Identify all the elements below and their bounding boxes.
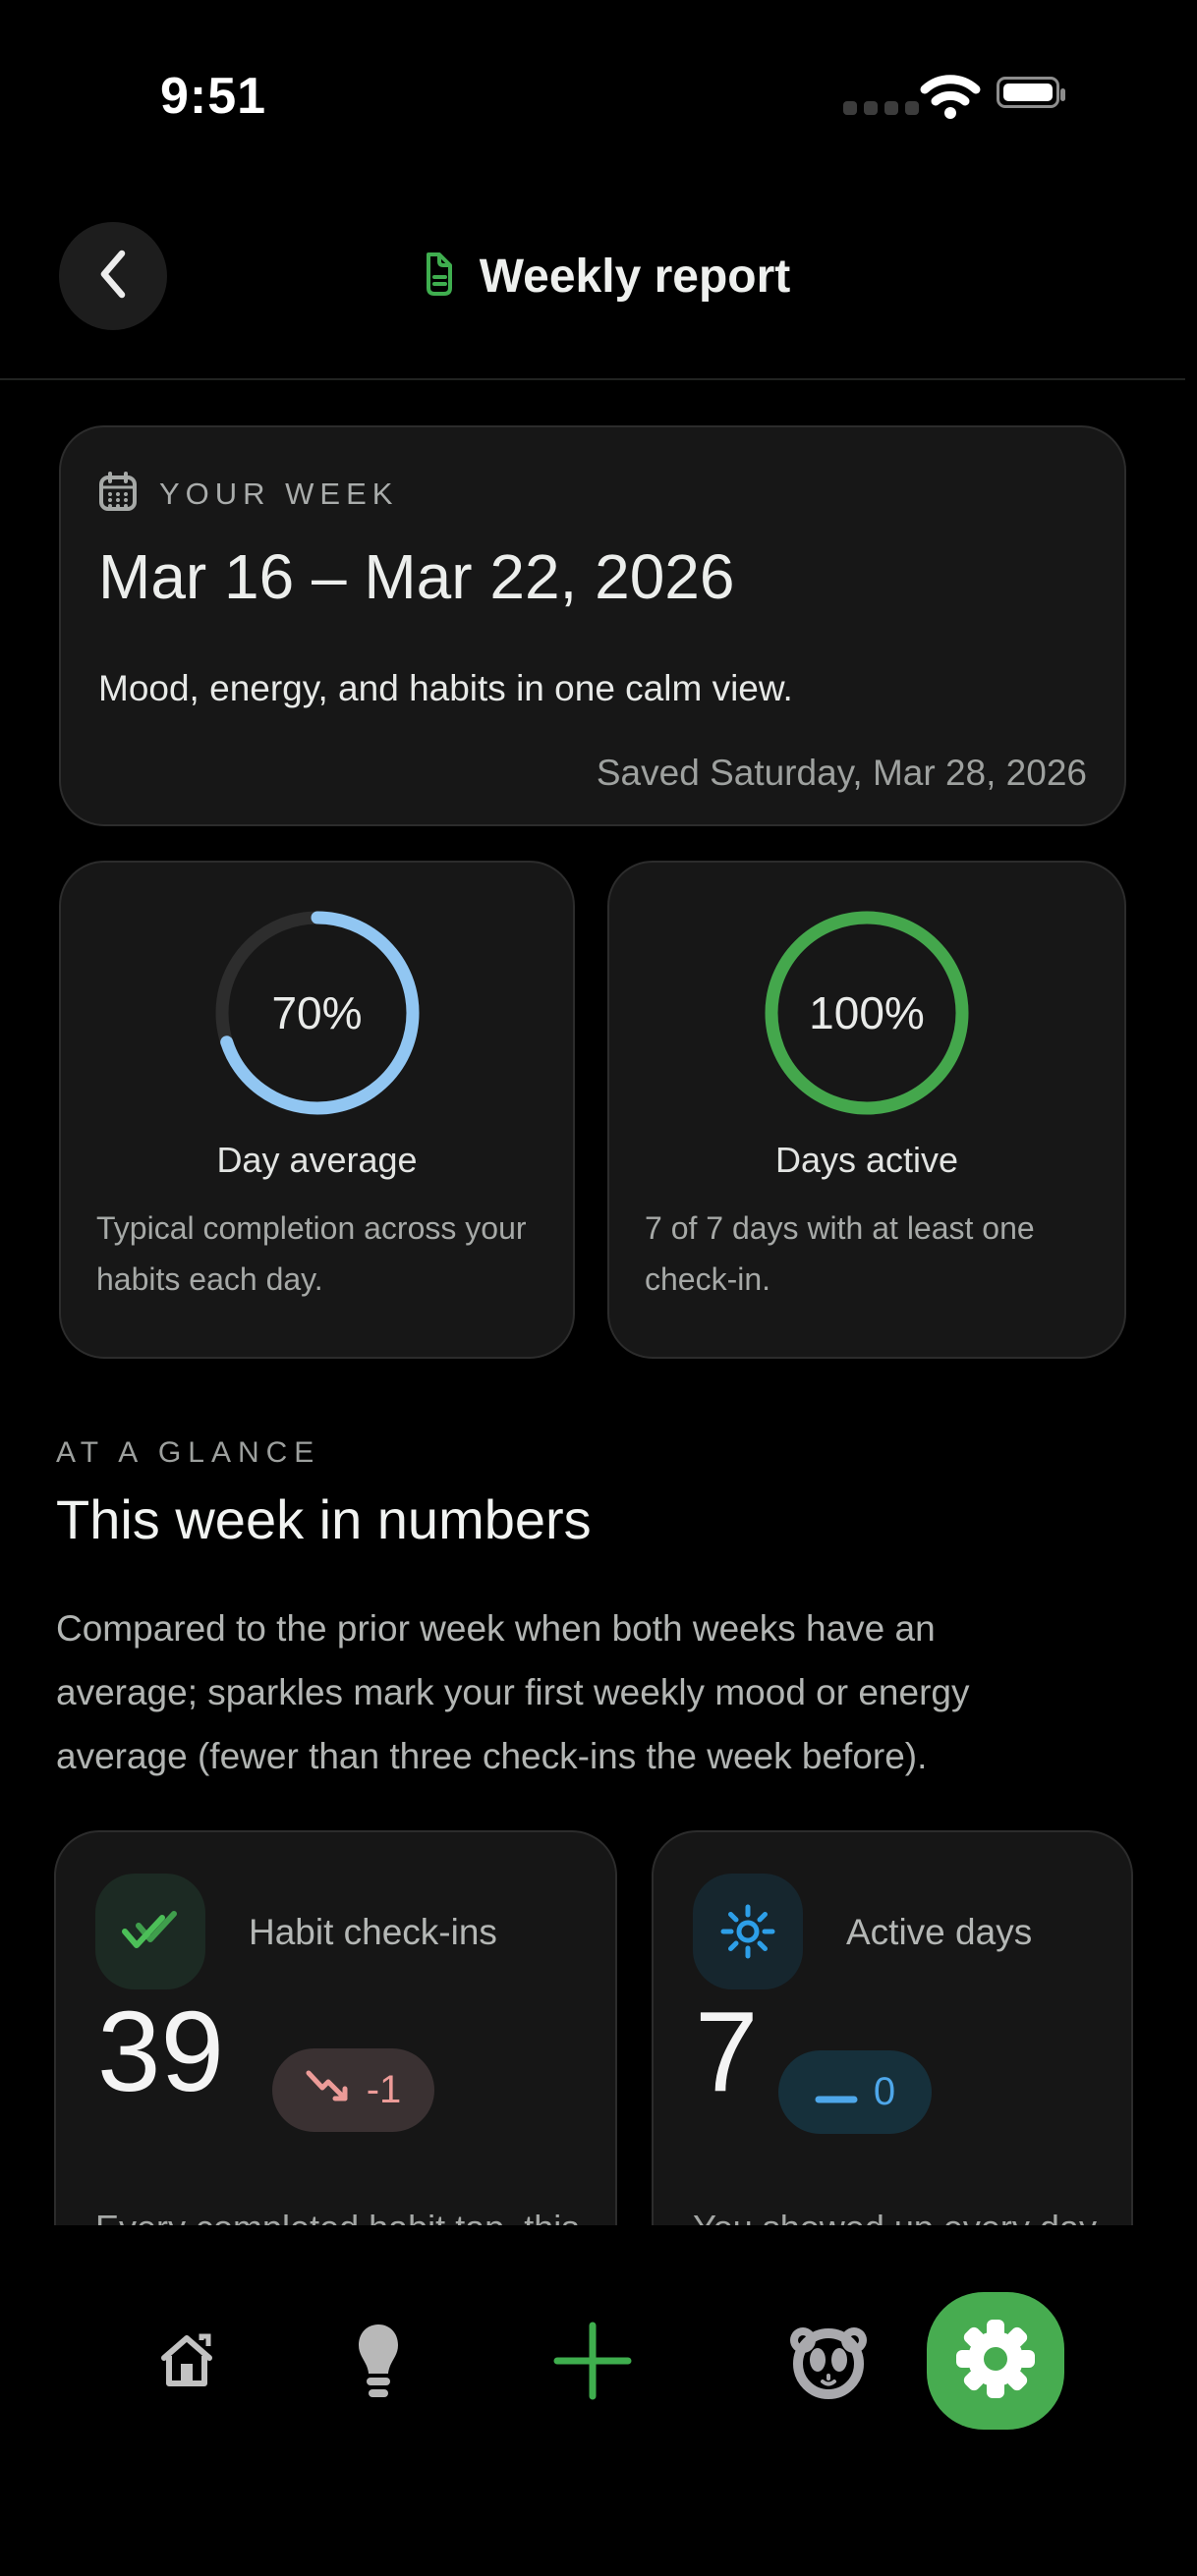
delta-badge	[272, 2048, 434, 2132]
trending-down-icon	[306, 2068, 351, 2113]
bottom-nav	[0, 2225, 1185, 2576]
day-average-caption: Typical completion across your habits each day.	[96, 1210, 527, 1297]
glance-section	[56, 1436, 1129, 1788]
header-divider	[0, 378, 1185, 380]
wifi-icon	[920, 71, 981, 125]
nav-add-button[interactable]	[551, 2322, 634, 2404]
days-active-card[interactable]	[607, 861, 1126, 1359]
glance-title: This week in numbers	[56, 1488, 592, 1550]
saved-date: Saved Saturday, Mar 28, 2026	[596, 753, 1087, 793]
week-description: Mood, energy, and habits in one calm view.	[98, 668, 793, 708]
document-icon	[419, 250, 458, 304]
stat-label: Active days	[846, 1912, 1033, 1952]
day-average-label: Day average	[216, 1140, 418, 1180]
nav-home-button[interactable]	[152, 2328, 221, 2397]
nav-insights-button[interactable]	[350, 2323, 407, 2403]
day-average-ring	[214, 910, 421, 1116]
panda-icon	[787, 2324, 870, 2404]
date-range: Mar 16 – Mar 22, 2026	[98, 541, 735, 612]
delta-value: -1	[366, 2068, 402, 2111]
day-average-card[interactable]	[59, 861, 575, 1359]
days-active-caption: 7 of 7 days with at least one check-in.	[645, 1210, 1035, 1297]
nav-settings-button[interactable]	[927, 2292, 1064, 2430]
glance-description: Compared to the prior week when both weeks have an average; sparkles mark your first weekly mood or energy average (fewer than three check-ins the week before).	[56, 1608, 970, 1776]
calendar-icon	[98, 471, 138, 517]
glance-kicker: AT A GLANCE	[56, 1436, 321, 1469]
battery-icon	[997, 77, 1059, 108]
delta-value: 0	[873, 2070, 896, 2113]
stat-value: 7	[695, 1988, 759, 2115]
plus-icon	[551, 2320, 634, 2407]
page-title: Weekly report	[479, 250, 791, 303]
stat-label: Habit check-ins	[249, 1912, 497, 1952]
delta-badge	[778, 2050, 932, 2134]
your-week-card[interactable]	[59, 425, 1126, 826]
days-active-ring	[764, 910, 970, 1116]
days-active-label: Days active	[774, 1140, 959, 1180]
double-check-icon	[95, 1874, 205, 1989]
gear-icon	[954, 2318, 1037, 2405]
lightbulb-icon	[350, 2321, 407, 2406]
stats-row	[0, 1830, 1185, 2225]
flat-dash-icon	[815, 2070, 858, 2114]
header	[12, 229, 1197, 323]
day-average-value: 70%	[271, 987, 363, 1038]
nav-panda-button[interactable]	[787, 2326, 870, 2401]
days-active-value: 100%	[809, 987, 925, 1038]
week-kicker: YOUR WEEK	[159, 476, 399, 511]
sun-icon	[693, 1874, 803, 1989]
home-icon	[152, 2326, 221, 2400]
cellular-signal-icon	[843, 101, 919, 115]
status-time: 9:51	[160, 68, 267, 125]
stat-value: 39	[97, 1988, 225, 2115]
